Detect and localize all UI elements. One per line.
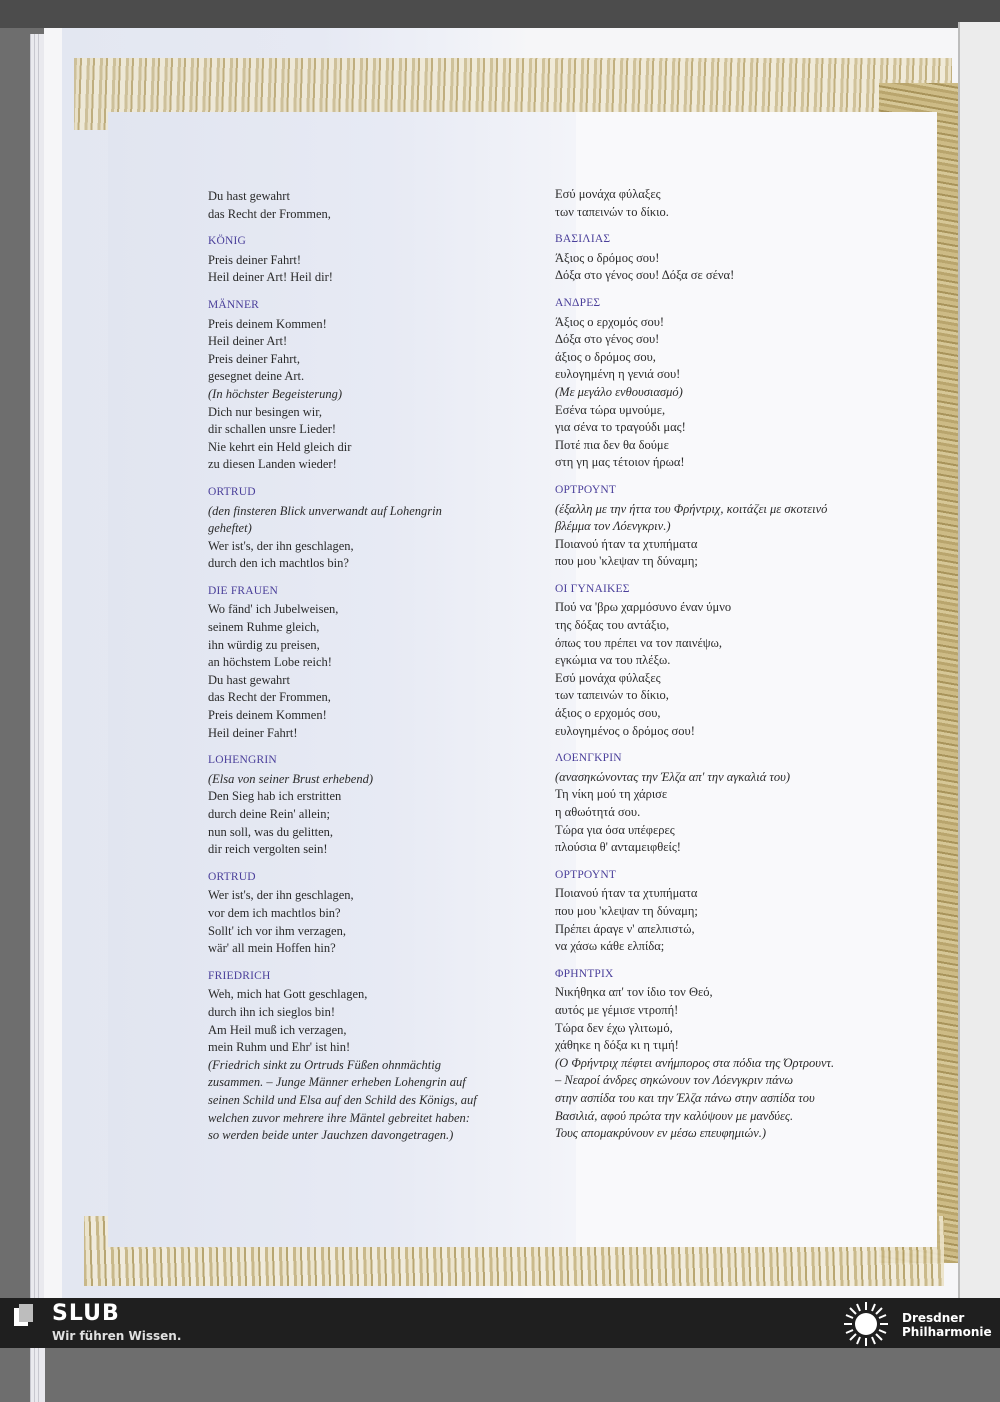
- verse-line: ευλογημένη η γενιά σου!: [555, 367, 681, 382]
- verse-line: Heil deiner Art! Heil dir!: [208, 270, 333, 285]
- verse-line: Heil deiner Art!: [208, 334, 288, 349]
- speaker-name: KÖNIG: [208, 235, 247, 248]
- verse-line: Wer ist's, der ihn geschlagen,: [208, 538, 354, 553]
- greek-libretto-column: [555, 186, 890, 1153]
- verse-line: seinem Ruhme gleich,: [208, 620, 320, 635]
- verse-line: Δόξα στο γένος σου!: [555, 332, 660, 347]
- german-verse-block: [208, 968, 528, 1145]
- verse-line: zu diesen Landen wieder!: [208, 457, 337, 472]
- stage-direction: Βασιλιά, αφού πρώτα την καλύψουν με μανδύες.: [555, 1108, 794, 1123]
- verse-line: Εσύ μονάχα φύλαξες: [555, 187, 661, 201]
- stage-direction: (ανασηκώνοντας την Έλζα απ' την αγκαλιά του): [555, 769, 790, 784]
- verse-line: mein Ruhm und Ehr' ist hin!: [208, 1040, 351, 1055]
- dresdner-philharmonie-logo-text[interactable]: Dresdner Philharmonie: [902, 1311, 992, 1339]
- verse-line: Δόξα στο γένος σου! Δόξα σε σένα!: [555, 268, 735, 283]
- verse-line: Du hast gewahrt: [208, 189, 290, 203]
- german-verse-block: [208, 233, 528, 287]
- verse-line: Preis deinem Kommen!: [208, 316, 327, 331]
- verse-line: άξιος ο ερχομός σου,: [555, 706, 661, 721]
- verse-line: Τώρα για όσα υπέφερες: [555, 822, 675, 837]
- verse-line: Heil deiner Fahrt!: [208, 725, 298, 740]
- greek-verse-block: [555, 581, 890, 740]
- verse-line: Πρέπει άραγε ν' απελπιστώ,: [555, 921, 695, 936]
- slub-tagline: Wir führen Wissen.: [52, 1329, 182, 1343]
- verse-line: Εσύ μονάχα φύλαξες: [555, 670, 661, 685]
- stage-direction: (έξαλλη με την ήττα του Φρήντριχ, κοιτάζει με σκοτεινό: [555, 501, 828, 516]
- speaker-name: ΑΝΔΡΕΣ: [555, 296, 601, 309]
- greek-verse-block: [555, 867, 890, 956]
- verse-line: Preis deinem Kommen!: [208, 708, 327, 723]
- german-verse-block: [208, 188, 528, 223]
- verse-line: ευλογημένος ο δρόμος σου!: [555, 723, 695, 738]
- german-verse-block: [208, 583, 528, 742]
- verse-line: Preis deiner Fahrt!: [208, 252, 302, 267]
- german-libretto-column: [208, 188, 528, 1155]
- verse-line: Πού να 'βρω χαρμόσυνο έναν ύμνο: [555, 600, 732, 615]
- stage-direction: seinen Schild und Elsa auf den Schild des Königs, auf: [208, 1092, 477, 1107]
- verse-line: που μου 'κλεψαν τη δύναμη;: [555, 903, 698, 918]
- stage-direction: (In höchster Begeisterung): [208, 386, 342, 401]
- verse-line: των ταπεινών το δίκιο,: [555, 688, 669, 703]
- verse-line: Ποιανού ήταν τα χτυπήματα: [555, 536, 698, 551]
- verse-line: των ταπεινών το δίκιο.: [555, 204, 669, 219]
- speaker-name: ΟΡΤΡΟΥΝΤ: [555, 483, 617, 496]
- stage-direction: so werden beide unter Jauchzen davongetragen.): [208, 1128, 454, 1143]
- stage-direction: (Friedrich sinkt zu Ortruds Füßen ohnmächtig: [208, 1057, 441, 1072]
- verse-line: που μου 'κλεψαν τη δύναμη;: [555, 554, 698, 569]
- verse-line: Τώρα δεν έχω γλιτωμό,: [555, 1020, 673, 1035]
- verse-line: της δόξας του αντάξιο,: [555, 618, 670, 633]
- verse-line: vor dem ich machtlos bin?: [208, 905, 341, 920]
- verse-line: Den Sieg hab ich erstritten: [208, 789, 342, 804]
- verse-line: nun soll, was du gelitten,: [208, 824, 333, 839]
- verse-line: durch deine Rein' allein;: [208, 807, 331, 821]
- dresdner-philharmonie-logo-icon: [842, 1300, 890, 1348]
- verse-line: Τη νίκη μού τη χάρισε: [555, 787, 668, 802]
- verse-line: Άξιος ο δρόμος σου!: [555, 250, 660, 265]
- greek-verse-block: [555, 966, 890, 1143]
- speaker-name: ΒΑΣΙΛΙΑΣ: [555, 233, 611, 246]
- speaker-name: ΛΟΕΝΓΚΡΙΝ: [555, 752, 622, 765]
- verse-line: gesegnet deine Art.: [208, 369, 305, 384]
- stage-direction: στην ασπίδα του και την Έλζα πάνω στην ασπίδα του: [555, 1090, 815, 1105]
- verse-line: για σένα το τραγούδι μας!: [555, 420, 686, 435]
- verse-line: πλούσια θ' ανταμειφθείς!: [555, 840, 681, 855]
- slub-logo-icon: [14, 1304, 36, 1328]
- verse-line: στη γη μας τέτοιον ήρωα!: [555, 455, 685, 470]
- verse-line: Ποιανού ήταν τα χτυπήματα: [555, 886, 698, 901]
- speaker-name: ΟΡΤΡΟΥΝΤ: [555, 868, 617, 881]
- greek-verse-block: [555, 231, 890, 285]
- greek-verse-block: [555, 750, 890, 857]
- verse-line: Preis deiner Fahrt,: [208, 351, 300, 366]
- verse-line: Ποτέ πια δεν θα δούμε: [555, 437, 669, 452]
- speaker-name: ORTRUD: [208, 485, 256, 498]
- next-page-edge: [958, 22, 1000, 1304]
- verse-line: Du hast gewahrt: [208, 672, 290, 687]
- speaker-name: FRIEDRICH: [208, 969, 271, 982]
- stage-direction: geheftet): [208, 521, 252, 536]
- verse-line: Sollt' ich vor ihm verzagen,: [208, 923, 346, 938]
- slub-logo-text[interactable]: SLUB: [52, 1301, 120, 1326]
- verse-line: dir reich vergolten sein!: [208, 842, 328, 857]
- stage-direction: Τους απομακρύνουν εν μέσω επευφημιών.): [555, 1126, 767, 1141]
- verse-line: εγκώμια να του πλέξω.: [555, 653, 671, 668]
- verse-line: das Recht der Frommen,: [208, 690, 331, 705]
- verse-line: η αθωότητά σου.: [555, 805, 641, 819]
- verse-line: Dich nur besingen wir,: [208, 404, 323, 419]
- verse-line: αυτός με γέμισε ντροπή!: [555, 1002, 679, 1017]
- stage-direction: (Ο Φρήντριχ πέφτει ανήμπορος στα πόδια της Όρτρουντ.: [555, 1055, 835, 1070]
- scanner-top-bar: [0, 0, 1000, 28]
- stage-direction: – Νεαροί άνδρες σηκώνουν τον Λόενγκριν πάνω: [555, 1073, 794, 1088]
- verse-line: να χάσω κάθε ελπίδα;: [555, 939, 665, 954]
- verse-line: an höchstem Lobe reich!: [208, 655, 332, 670]
- verse-line: Νικήθηκα απ' τον ίδιο τον Θεό,: [555, 985, 713, 1000]
- german-verse-block: [208, 484, 528, 573]
- greek-verse-block: [555, 186, 890, 221]
- verse-line: durch den ich machtlos bin?: [208, 556, 349, 571]
- speaker-name: DIE FRAUEN: [208, 584, 279, 597]
- speaker-name: MÄNNER: [208, 298, 260, 311]
- verse-line: dir schallen unsre Lieder!: [208, 422, 337, 437]
- verse-line: όπως του πρέπει να τον παινέψω,: [555, 635, 722, 650]
- speaker-name: ORTRUD: [208, 870, 256, 883]
- stage-direction: (Elsa von seiner Brust erhebend): [208, 771, 374, 786]
- verse-line: άξιος ο δρόμος σου,: [555, 349, 656, 364]
- verse-line: χάθηκε η δόξα κι η τιμή!: [555, 1038, 679, 1053]
- stage-direction: (den finsteren Blick unverwandt auf Lohengrin: [208, 503, 442, 518]
- verse-line: Weh, mich hat Gott geschlagen,: [208, 987, 368, 1002]
- greek-verse-block: [555, 482, 890, 571]
- stage-direction: βλέμμα τον Λόενγκριν.): [555, 519, 671, 534]
- stage-direction: (Με μεγάλο ενθουσιασμό): [555, 384, 683, 399]
- verse-line: Εσένα τώρα υμνούμε,: [555, 402, 666, 417]
- stage-direction: zusammen. – Junge Männer erheben Lohengrin auf: [208, 1075, 466, 1090]
- speaker-name: ΟΙ ΓΥΝΑΙΚΕΣ: [555, 582, 630, 595]
- verse-line: wär' all mein Hoffen hin?: [208, 941, 336, 956]
- german-verse-block: [208, 752, 528, 859]
- german-verse-block: [208, 297, 528, 474]
- verse-line: Nie kehrt ein Held gleich dir: [208, 439, 352, 454]
- verse-line: durch ihn ich sieglos bin!: [208, 1004, 336, 1019]
- verse-line: Wo fänd' ich Jubelweisen,: [208, 602, 339, 617]
- greek-verse-block: [555, 295, 890, 472]
- stage-direction: welchen zuvor mehrere ihre Mäntel gebreitet haben:: [208, 1110, 470, 1125]
- speaker-name: LOHENGRIN: [208, 754, 277, 767]
- speaker-name: ΦΡΗΝΤΡΙΧ: [555, 967, 614, 980]
- german-verse-block: [208, 869, 528, 958]
- verse-line: das Recht der Frommen,: [208, 206, 331, 221]
- verse-line: Am Heil muß ich verzagen,: [208, 1022, 347, 1037]
- verse-line: ihn würdig zu preisen,: [208, 637, 320, 652]
- verse-line: Wer ist's, der ihn geschlagen,: [208, 888, 354, 903]
- verse-line: Άξιος ο ερχομός σου!: [555, 314, 665, 329]
